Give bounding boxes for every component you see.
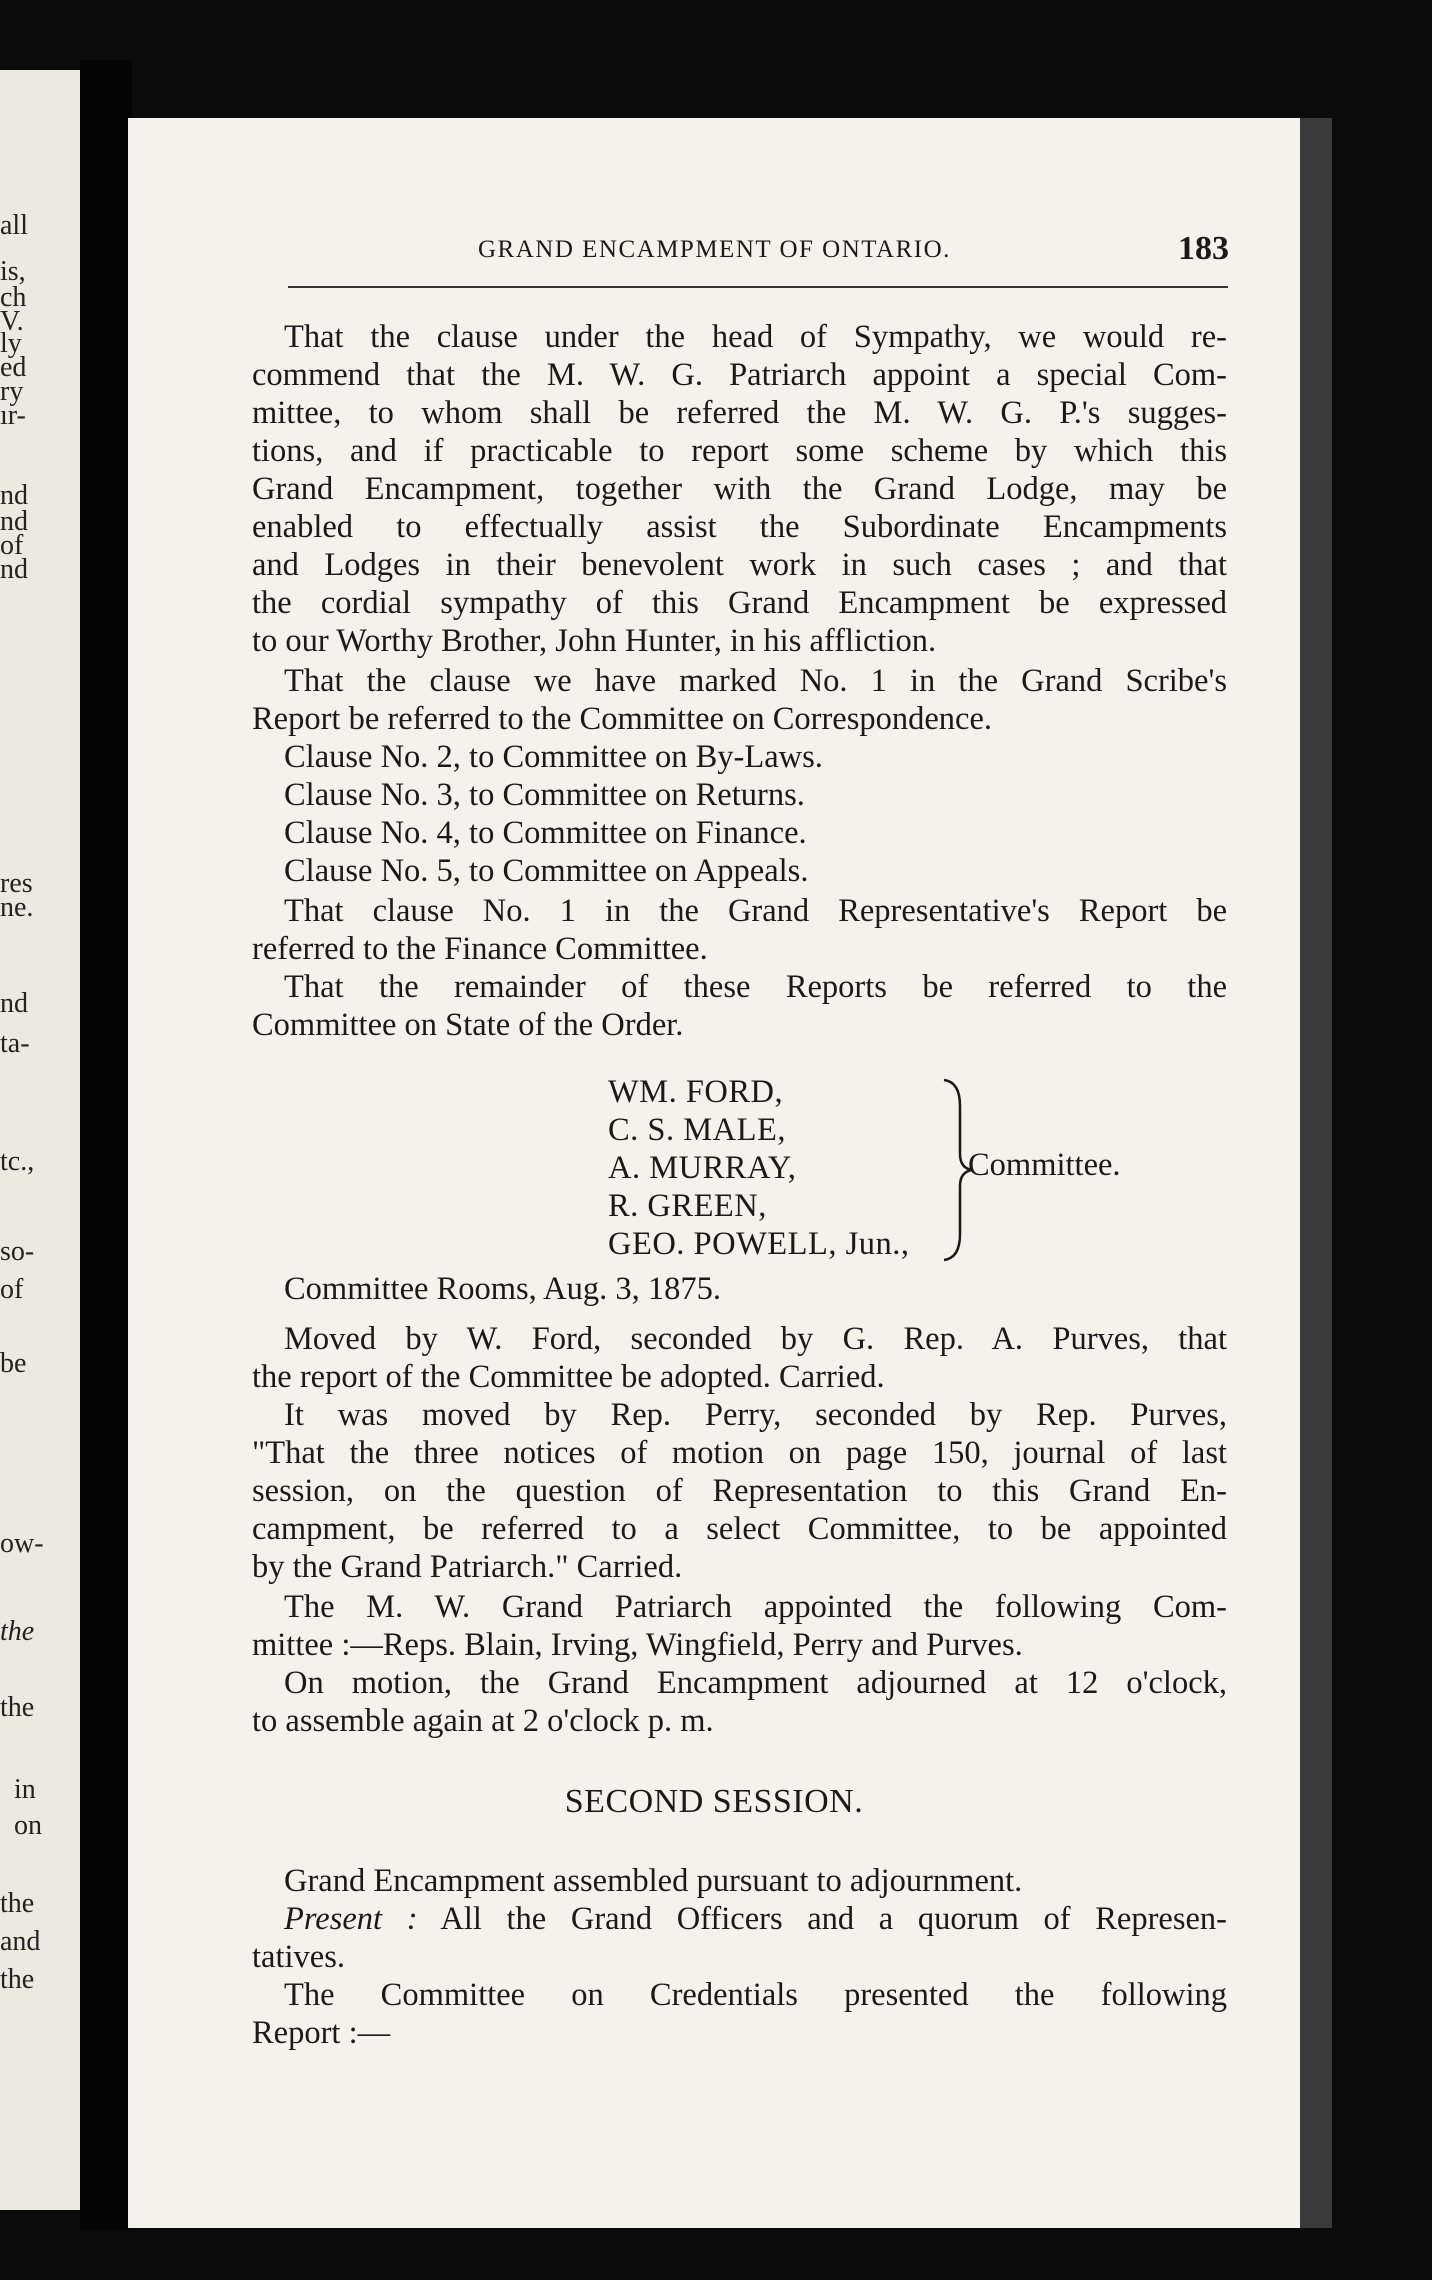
date-line — [252, 1270, 1227, 1308]
signature-name: WM. FORD, — [608, 1074, 784, 1110]
margin-fragment: tc., — [0, 1146, 35, 1177]
margin-fragment: the — [0, 1888, 35, 1919]
book-page — [128, 118, 1300, 2228]
text-line: commend that the M. W. G. Patriarch appoint a special Com- — [252, 357, 1227, 393]
present-label: Present : — [284, 1901, 418, 1937]
signature-name: GEO. POWELL, Jun., — [608, 1226, 910, 1262]
text-line: tatives. — [252, 1939, 345, 1975]
page-edge — [1300, 118, 1332, 2228]
margin-fragment: ly — [0, 328, 22, 359]
text-line: the report of the Committee be adopted. Carried. — [252, 1359, 885, 1395]
text-line: referred to the Finance Committee. — [252, 931, 708, 967]
margin-fragment: nd — [0, 480, 28, 511]
margin-fragment: ry — [0, 376, 24, 407]
text-line: "That the three notices of motion on page 150, journal of last — [252, 1435, 1227, 1471]
running-title: GRAND ENCAMPMENT OF ONTARIO. — [478, 236, 951, 263]
page-number: 183 — [1178, 230, 1229, 267]
margin-fragment: of — [0, 1274, 24, 1305]
section-title: SECOND SESSION. — [564, 1783, 864, 1820]
text-line: That the clause under the head of Sympathy, we would re- — [284, 319, 1227, 355]
text-line: The M. W. Grand Patriarch appointed the following Com- — [284, 1589, 1227, 1625]
paragraph-remainder — [252, 968, 1227, 1044]
text-line — [252, 1900, 1227, 1938]
margin-fragment: of — [0, 530, 24, 561]
signature-name: A. MURRAY, — [608, 1150, 797, 1186]
signature-name: C. S. MALE, — [608, 1112, 786, 1148]
margin-fragment: ır- — [0, 400, 26, 431]
text-line: That the clause we have marked No. 1 in the Grand Scribe's — [284, 663, 1227, 699]
text-line: On motion, the Grand Encampment adjourned at 12 o'clock, — [284, 1665, 1227, 1701]
text-line: the cordial sympathy of this Grand Encampment be expressed — [252, 585, 1227, 621]
text-line: Grand Encampment, together with the Grand Lodge, may be — [252, 471, 1227, 507]
text-line: It was moved by Rep. Perry, seconded by Rep. Purves, — [284, 1397, 1227, 1433]
margin-fragment: the — [0, 1616, 35, 1647]
margin-fragment: ta- — [0, 1028, 30, 1059]
margin-fragment: and — [0, 1926, 41, 1957]
paragraph-credentials — [252, 1976, 1227, 2052]
clause-line — [252, 738, 1227, 776]
text-line: Clause No. 5, to Committee on Appeals. — [284, 853, 809, 889]
text-line: Committee Rooms, Aug. 3, 1875. — [284, 1271, 721, 1307]
paragraph-motion-perry — [252, 1396, 1227, 1586]
text-line: tions, and if practicable to report some scheme by which this — [252, 433, 1227, 469]
text-line: mittee, to whom shall be referred the M. W. G. P.'s sugges- — [252, 395, 1227, 431]
text-line: session, on the question of Representation to this Grand En- — [252, 1473, 1227, 1509]
paragraph-scribe-report — [252, 662, 1227, 738]
margin-fragment: the — [0, 1692, 35, 1723]
margin-fragment: all — [0, 210, 28, 241]
text-line: to assemble again at 2 o'clock p. m. — [252, 1703, 714, 1739]
margin-fragment: is, — [0, 256, 26, 287]
margin-fragment: res — [0, 868, 33, 899]
margin-fragment: so- — [0, 1236, 35, 1267]
paragraph-present — [252, 1900, 1227, 1976]
text-line: and Lodges in their benevolent work in such cases ; and that — [252, 547, 1227, 583]
clause-line — [252, 776, 1227, 814]
committee-signatures — [608, 1073, 909, 1263]
margin-fragment: nd — [0, 988, 28, 1019]
text-line: That the remainder of these Reports be referred to the — [284, 969, 1227, 1005]
text-line: The Committee on Credentials presented the following — [284, 1977, 1227, 2013]
margin-fragment: V. — [0, 306, 24, 337]
margin-fragment: ne. — [0, 892, 34, 923]
paragraph-adjourned — [252, 1664, 1227, 1740]
text-line: by the Grand Patriarch." Carried. — [252, 1549, 683, 1585]
text-line: campment, be referred to a select Committee, to be appointed — [252, 1511, 1227, 1547]
text-line: enabled to effectually assist the Subordinate Encampments — [252, 509, 1227, 545]
text-line: Committee on State of the Order. — [252, 1007, 684, 1043]
text-line: Report :— — [252, 2015, 391, 2051]
header-rule — [288, 286, 1228, 288]
paragraph-motion-adopt — [252, 1320, 1227, 1396]
clause-line — [252, 814, 1227, 852]
signature-name: R. GREEN, — [608, 1188, 767, 1224]
text-line: to our Worthy Brother, John Hunter, in his affliction. — [252, 623, 937, 659]
paragraph-appointed — [252, 1588, 1227, 1664]
margin-fragment: nd — [0, 554, 28, 585]
committee-label: Committee. — [968, 1147, 1121, 1183]
margin-fragment: ch — [0, 282, 27, 313]
text-line: Report be referred to the Committee on Correspondence. — [252, 701, 993, 737]
margin-fragment: on — [14, 1810, 42, 1841]
text-line: Clause No. 4, to Committee on Finance. — [284, 815, 807, 851]
present-text: All the Grand Officers and a quorum of Represen- — [440, 1901, 1227, 1937]
page-header — [128, 230, 1300, 276]
margin-fragment: nd — [0, 506, 28, 537]
margin-fragment: in — [14, 1774, 36, 1805]
margin-fragment: ed — [0, 352, 27, 383]
paragraph-assembled — [252, 1862, 1227, 1900]
text-line: Grand Encampment assembled pursuant to adjournment. — [284, 1863, 1023, 1899]
book-gutter — [80, 60, 132, 2230]
clause-line — [252, 852, 1227, 890]
text-line: Clause No. 3, to Committee on Returns. — [284, 777, 805, 813]
text-line: mittee :—Reps. Blain, Irving, Wingfield, Perry and Purves. — [252, 1627, 1023, 1663]
paragraph-sympathy — [252, 318, 1227, 660]
margin-fragment: ow- — [0, 1528, 44, 1559]
text-line: Clause No. 2, to Committee on By-Laws. — [284, 739, 823, 775]
paragraph-representative — [252, 892, 1227, 968]
text-line: That clause No. 1 in the Grand Representative's Report be — [284, 893, 1227, 929]
margin-fragment: the — [0, 1964, 35, 1995]
adjacent-page-strip — [0, 70, 80, 2210]
margin-fragment: be — [0, 1348, 27, 1379]
text-line: Moved by W. Ford, seconded by G. Rep. A. Purves, that — [284, 1321, 1227, 1357]
